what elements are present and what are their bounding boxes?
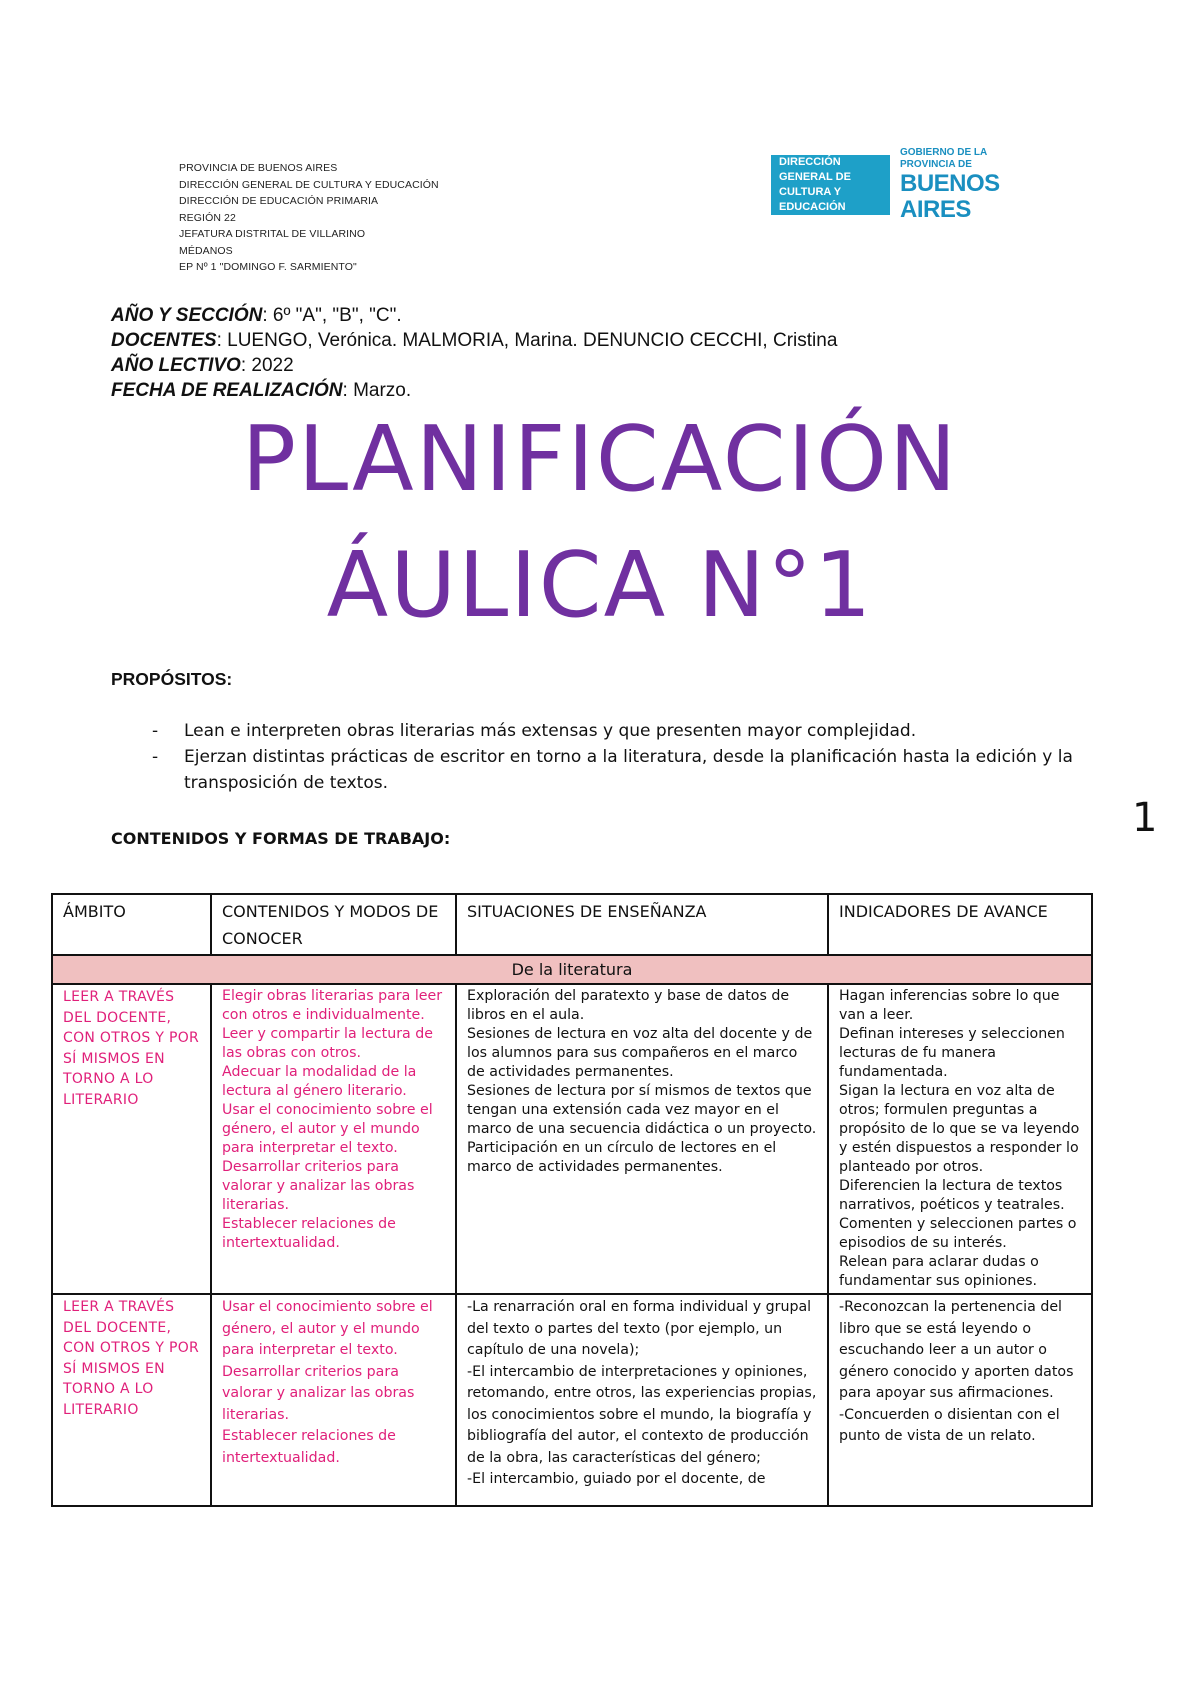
contenido-item: Elegir obras literarias para leer con otros e individualmente. — [222, 988, 443, 1023]
page-title — [0, 397, 1200, 649]
propositos-list — [152, 718, 1097, 796]
logo-right-small: GOBIERNO DE LA PROVINCIA DE — [900, 147, 987, 170]
section-label: De la literatura — [52, 955, 1092, 984]
info-block — [111, 303, 837, 403]
logo-right-big: BUENOS AIRES — [900, 170, 1000, 223]
situacion-item: -El intercambio, guiado por el docente, de — [467, 1471, 766, 1487]
letterhead — [179, 160, 439, 276]
indicador-item: -Concuerden o disientan con el punto de vista de un relato. — [839, 1406, 1060, 1444]
row2-indicadores-clip — [839, 1297, 1081, 1503]
header-indicadores: INDICADORES DE AVANCE — [828, 894, 1092, 955]
contenido-item: Desarrollar criterios para valorar y analizar las obras literarias. — [222, 1363, 415, 1423]
logo-left-line1: DIRECCIÓN GENERAL DE — [779, 156, 851, 183]
table-header-row — [52, 894, 1092, 955]
anio-label: AÑO Y SECCIÓN — [111, 305, 263, 326]
logo-right-block — [890, 147, 1035, 223]
info-anio — [111, 303, 837, 328]
letterhead-line: REGIÓN 22 — [179, 211, 236, 224]
situacion-item: Participación en un círculo de lectores en el marco de actividades permanentes. — [467, 1140, 777, 1175]
info-lectivo — [111, 353, 837, 378]
indicador-item: Relean para aclarar dudas o fundamentar sus opiniones. — [839, 1254, 1039, 1289]
header-contenidos: CONTENIDOS Y MODOS DE CONOCER — [211, 894, 456, 955]
contenido-item: Adecuar la modalidad de la lectura al género literario. — [222, 1064, 417, 1099]
indicador-item: -Reconozcan la pertenencia del libro que se está leyendo o escuchando leer a un autor o — [839, 1299, 1063, 1358]
situacion-item: -El intercambio de interpretaciones y opiniones, retomando, entre otros, las experiencias propias, los conocimientos sobre el mundo, la biografía y bibliografía del autor, el contexto de producción de la obra, las características del género; — [467, 1363, 817, 1466]
letterhead-line: EP Nº 1 "DOMINGO F. SARMIENTO" — [179, 261, 357, 273]
logo-left-line2: CULTURA Y EDUCACIÓN — [779, 186, 846, 213]
title-line2: ÁULICA N°1 — [326, 533, 874, 638]
docentes-label: DOCENTES — [111, 330, 217, 351]
row1-situaciones — [456, 984, 828, 1294]
table-row — [52, 984, 1092, 1294]
indicador-item: Sigan la lectura en voz alta de otros; formulen preguntas a propósito de lo que se va leyendo y estén dispuestos a responder lo planteado por otros. — [839, 1083, 1080, 1175]
row2-ambito: LEER A TRAVÉS DEL DOCENTE, CON OTROS Y POR SÍ MISMOS EN TORNO A LO LITERARIO — [52, 1294, 211, 1506]
contenido-item: Usar el conocimiento sobre el género, el autor y el mundo para interpretar el texto. — [222, 1102, 433, 1156]
row1-indicadores — [828, 984, 1092, 1294]
title-line1: PLANIFICACIÓN — [241, 407, 959, 512]
letterhead-line: JEFATURA DISTRITAL DE VILLARINO — [179, 228, 366, 240]
row2-indicadores — [828, 1294, 1092, 1506]
indicador-item: género conocido y aporten datos para apoyar sus afirmaciones. — [839, 1363, 1074, 1401]
contenido-item: Establecer relaciones de intertextualidad. — [222, 1216, 396, 1251]
row2-situaciones-clip — [467, 1297, 817, 1503]
info-docentes — [111, 328, 837, 353]
contenidos-heading: CONTENIDOS Y FORMAS DE TRABAJO: — [111, 829, 451, 848]
list-item — [152, 744, 1097, 796]
row1-ambito: LEER A TRAVÉS DEL DOCENTE, CON OTROS Y POR SÍ MISMOS EN TORNO A LO LITERARIO — [52, 984, 211, 1294]
lectivo-label: AÑO LECTIVO — [111, 355, 241, 376]
proposito-text: Lean e interpreten obras literarias más extensas y que presenten mayor complejidad. — [184, 721, 917, 741]
row2-contenidos — [211, 1294, 456, 1506]
lectivo-value: : 2022 — [240, 355, 294, 376]
section-row — [52, 955, 1092, 984]
propositos-heading: PROPÓSITOS: — [111, 669, 233, 689]
header-ambito: ÁMBITO — [52, 894, 211, 955]
indicador-item: Hagan inferencias sobre lo que van a leer. — [839, 988, 1060, 1023]
letterhead-line: DIRECCIÓN DE EDUCACIÓN PRIMARIA — [179, 195, 379, 207]
indicador-item: Diferencien la lectura de textos narrativos, poéticos y teatrales. — [839, 1178, 1065, 1213]
indicador-item: Comenten y seleccionen partes o episodios de su interés. — [839, 1216, 1077, 1251]
situacion-item: -La renarración oral en forma individual y grupal del texto o partes del texto (por ejemplo, un capítulo de una novela); — [467, 1299, 812, 1358]
fecha-value: : Marzo. — [342, 380, 412, 401]
situacion-item: Sesiones de lectura en voz alta del docente y de los alumnos para sus compañeros en el marco de actividades permanentes. — [467, 1026, 813, 1080]
docentes-value: : LUENGO, Verónica. MALMORIA, Marina. DENUNCIO CECCHI, Cristina — [216, 330, 838, 351]
situacion-item: Sesiones de lectura por sí mismos de textos que tengan una extensión cada vez mayor en el marco de una secuencia didáctica o un proyecto. — [467, 1083, 817, 1137]
header-situaciones: SITUACIONES DE ENSEÑANZA — [456, 894, 828, 955]
letterhead-line: MÉDANOS — [179, 244, 233, 257]
fecha-label: FECHA DE REALIZACIÓN — [111, 380, 343, 401]
anio-value: : 6º "A", "B", "C". — [262, 305, 402, 326]
page-number: 1 — [1132, 795, 1158, 841]
indicador-item: Definan intereses y seleccionen lecturas de fu manera fundamentada. — [839, 1026, 1065, 1080]
government-logo — [771, 147, 1035, 223]
contenido-item: Desarrollar criterios para valorar y analizar las obras literarias. — [222, 1159, 415, 1213]
situacion-item: Exploración del paratexto y base de datos de libros en el aula. — [467, 988, 790, 1023]
list-item — [152, 718, 1097, 744]
logo-left-block — [771, 155, 890, 215]
contenido-item: Usar el conocimiento sobre el género, el autor y el mundo para interpretar el texto. — [222, 1299, 433, 1358]
dash-bullet: - — [152, 721, 159, 741]
table-row — [52, 1294, 1092, 1506]
row2-situaciones — [456, 1294, 828, 1506]
dash-bullet: - — [152, 747, 159, 767]
planning-table — [51, 893, 1093, 1507]
contenido-item: Leer y compartir la lectura de las obras con otros. — [222, 1026, 433, 1061]
letterhead-line: DIRECCIÓN GENERAL DE CULTURA Y EDUCACIÓN — [179, 178, 439, 191]
letterhead-line: PROVINCIA DE BUENOS AIRES — [179, 162, 338, 174]
contenido-item: Establecer relaciones de intertextualidad. — [222, 1428, 396, 1466]
row2-contenidos-clip — [222, 1297, 445, 1503]
proposito-text: Ejerzan distintas prácticas de escritor en torno a la literatura, desde la planificación hasta la edición y la transposición de textos. — [184, 747, 1073, 793]
row1-contenidos — [211, 984, 456, 1294]
